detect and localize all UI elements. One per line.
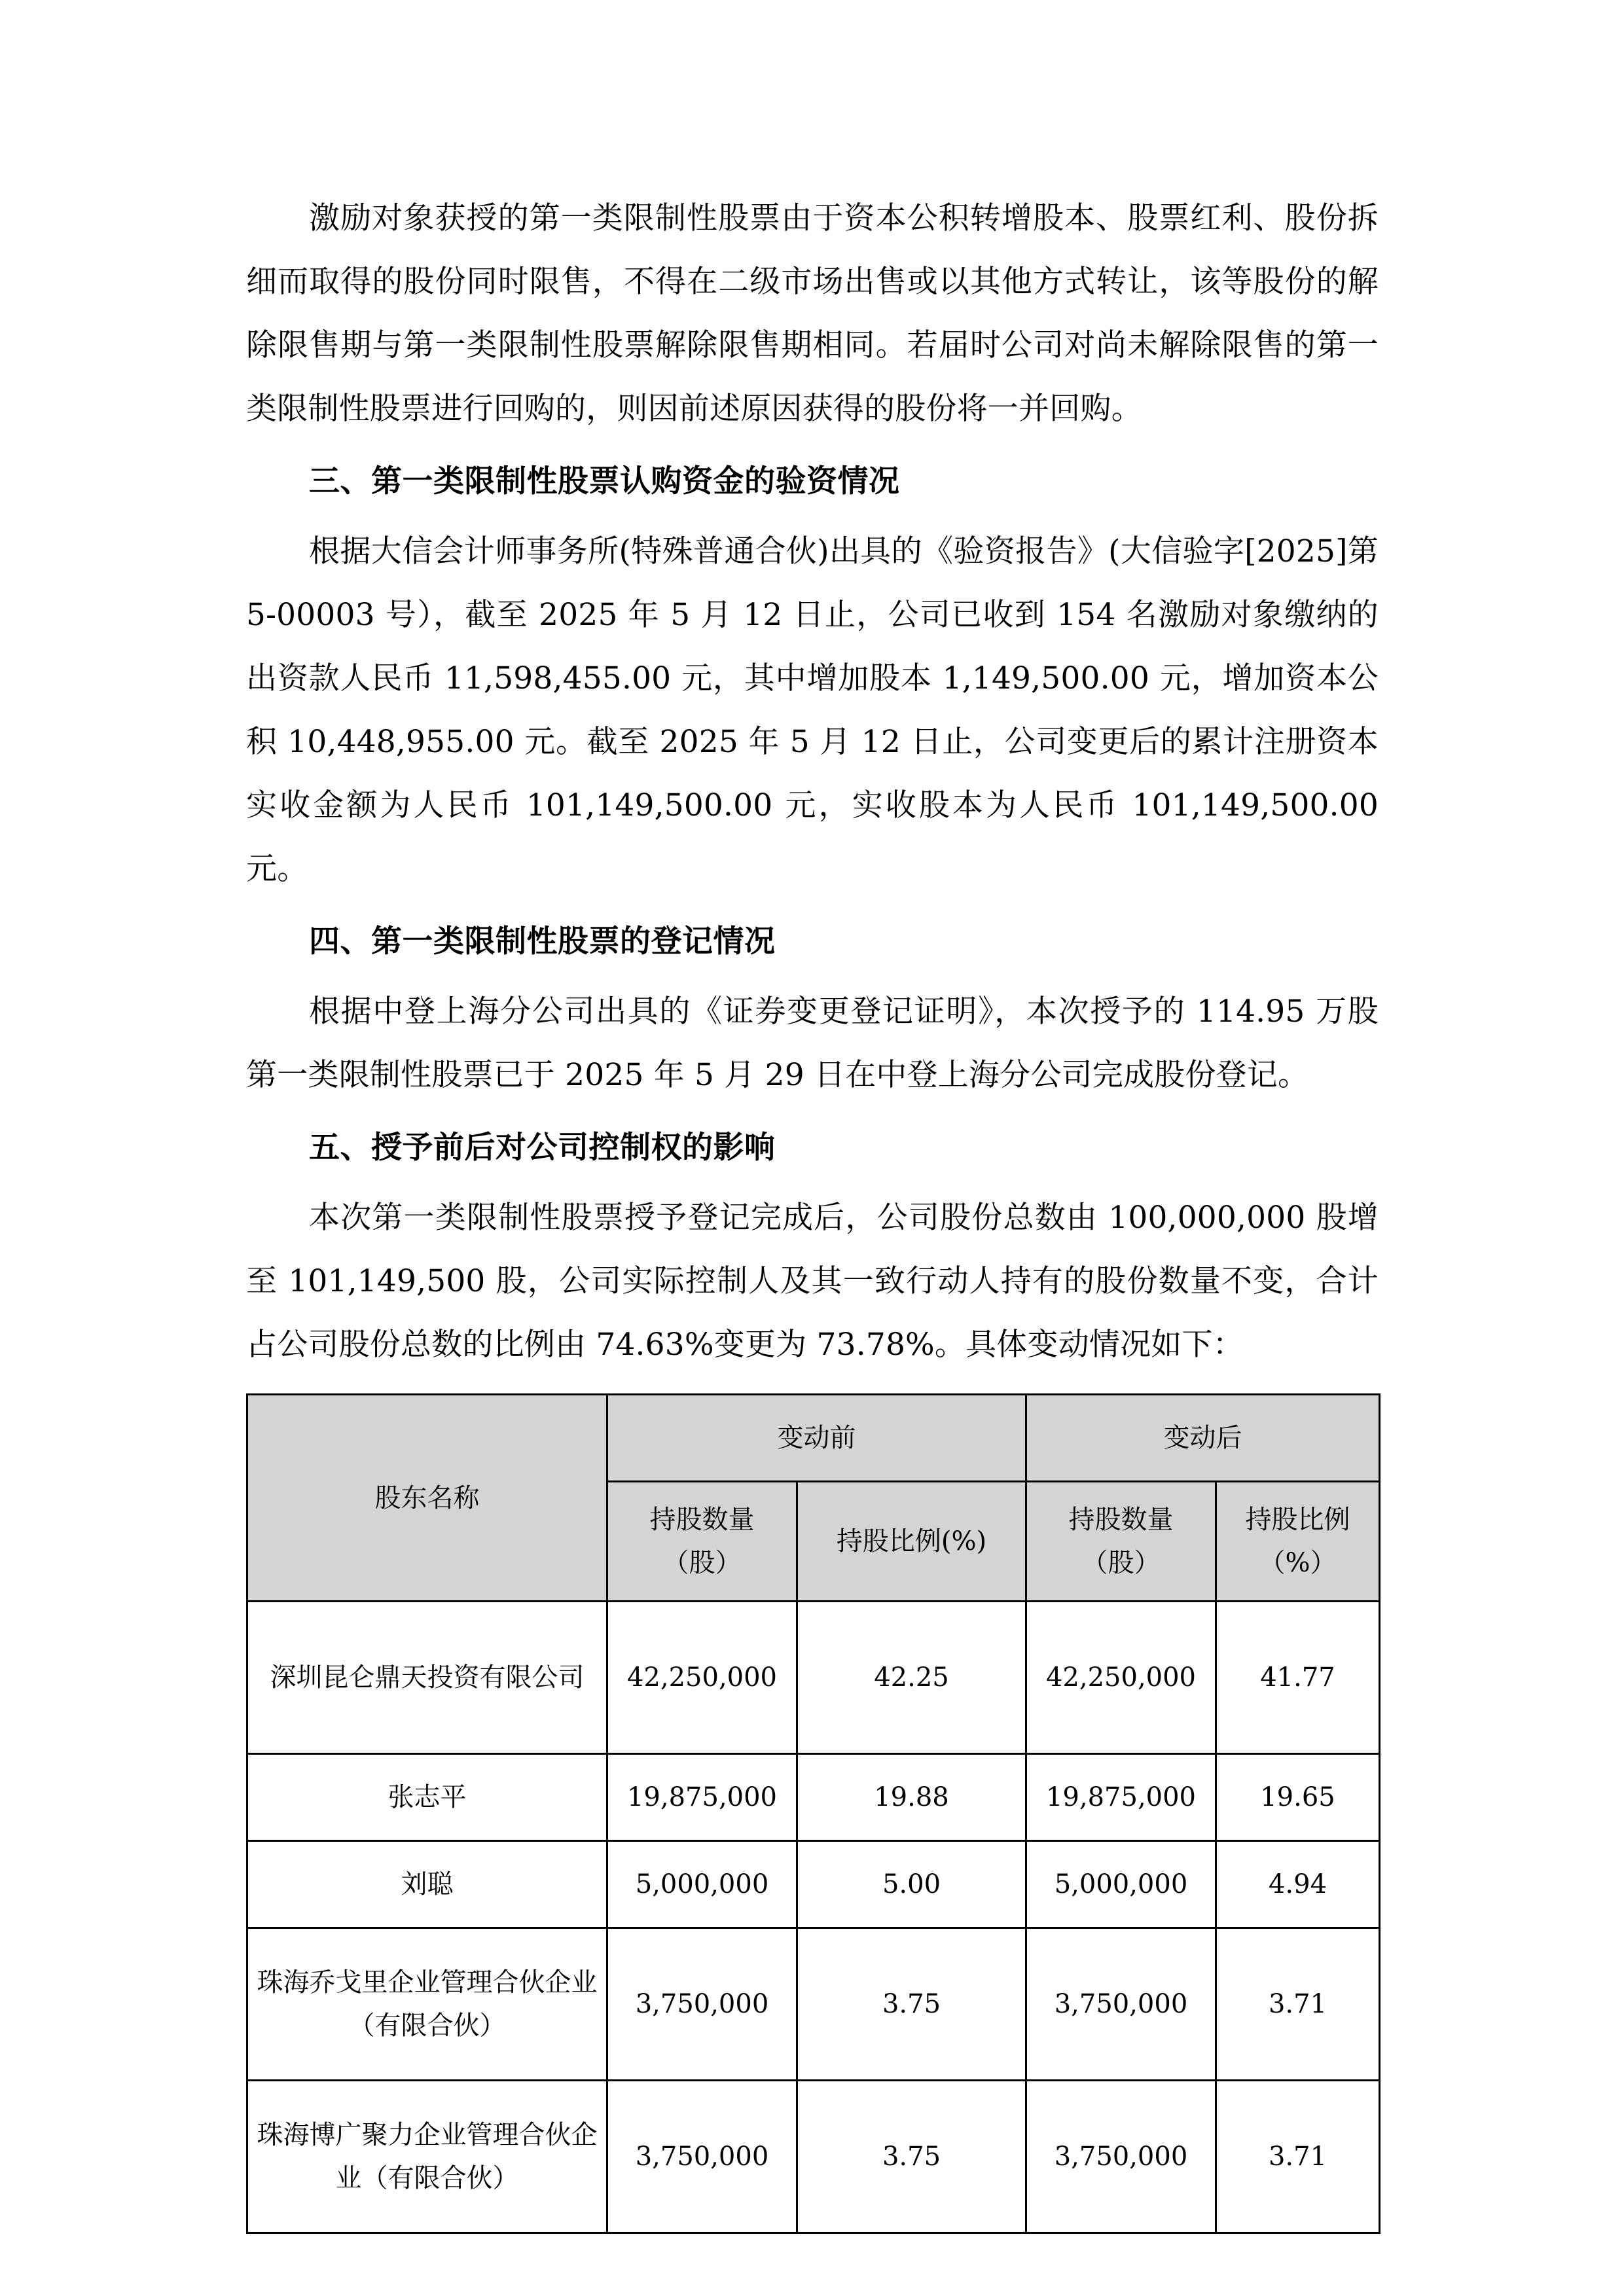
header-shares-before-line1: 持股数量 [649, 1505, 755, 1535]
cell-shares-after: 19,875,000 [1026, 1754, 1216, 1841]
paragraph-restricted-shares: 激励对象获授的第一类限制性股票由于资本公积转增股本、股票红利、股份拆细而取得的股份同时限售，不得在二级市场出售或以其他方式转让，该等股份的解除限售期与第一类限制性股票解除限售期相同。若届时公司对尚未解除限售的第一类限制性股票进行回购的，则因前述原因获得的股份将一并回购。 [246, 200, 1379, 427]
cell-shares-before: 3,750,000 [607, 2081, 797, 2233]
header-shares-after-line1: 持股数量 [1068, 1505, 1174, 1535]
header-shareholder-name: 股东名称 [247, 1395, 607, 1602]
cell-shares-after: 5,000,000 [1026, 1841, 1216, 1928]
header-shares-after-line2: （股） [1081, 1548, 1161, 1578]
cell-ratio-after: 4.94 [1216, 1841, 1380, 1928]
table-body [247, 1602, 1380, 2233]
paragraph-section-three: 根据大信会计师事务所(特殊普通合伙)出具的《验资报告》(大信验字[2025]第 5-00003 号），截至 2025 年 5 月 12 日止，公司已收到 154 名激励对象缴纳的出资款人民币 11,598,455.00 元，其中增加股本 1,149,500.00 元，增加资本公积 10,448,955.00 元。截至 2025 年 5 月 12 日止，公司变更后的累计注册资本实收金额为人民币 101,149,500.00 元，实收股本为人民币 101,149,500.00 元。 [246, 533, 1379, 887]
header-ratio-after [1216, 1482, 1380, 1602]
header-ratio-before: 持股比例(%) [797, 1482, 1026, 1602]
cell-shares-before: 19,875,000 [607, 1754, 797, 1841]
cell-shareholder-name: 深圳昆仑鼎天投资有限公司 [247, 1602, 607, 1754]
heading-section-four: 四、第一类限制性股票的登记情况 [309, 924, 776, 960]
table-header [247, 1395, 1380, 1602]
cell-ratio-before: 42.25 [797, 1602, 1026, 1754]
cell-ratio-after: 3.71 [1216, 2081, 1380, 2233]
header-ratio-after-line1: 持股比例 [1245, 1505, 1350, 1535]
paragraph-section-four: 根据中登上海分公司出具的《证券变更登记证明》，本次授予的 114.95 万股第一类限制性股票已于 2025 年 5 月 29 日在中登上海分公司完成股份登记。 [246, 994, 1379, 1093]
cell-ratio-before: 3.75 [797, 1928, 1026, 2081]
header-shares-before-line2: （股） [662, 1548, 742, 1578]
table-row [247, 1602, 1380, 1754]
cell-shareholder-name: 珠海博广聚力企业管理合伙企业（有限合伙） [247, 2081, 607, 2233]
cell-shareholder-name: 张志平 [247, 1754, 607, 1841]
cell-shares-before: 42,250,000 [607, 1602, 797, 1754]
header-group-after: 变动后 [1026, 1395, 1380, 1482]
header-group-before: 变动前 [607, 1395, 1026, 1482]
cell-shares-after: 3,750,000 [1026, 2081, 1216, 2233]
cell-ratio-before: 19.88 [797, 1754, 1026, 1841]
heading-section-three: 三、第一类限制性股票认购资金的验资情况 [309, 463, 900, 499]
shareholding-table-wrapper [246, 1393, 1379, 2234]
header-ratio-after-line2: （%） [1259, 1548, 1337, 1578]
cell-ratio-after: 19.65 [1216, 1754, 1380, 1841]
table-header-row-groups [247, 1395, 1380, 1482]
header-shares-after [1026, 1482, 1216, 1602]
cell-shares-after: 42,250,000 [1026, 1602, 1216, 1754]
cell-shares-after: 3,750,000 [1026, 1928, 1216, 2081]
header-shares-before [607, 1482, 797, 1602]
cell-ratio-after: 41.77 [1216, 1602, 1380, 1754]
table-row [247, 2081, 1380, 2233]
cell-shares-before: 5,000,000 [607, 1841, 797, 1928]
cell-shares-before: 3,750,000 [607, 1928, 797, 2081]
cell-ratio-before: 3.75 [797, 2081, 1026, 2233]
cell-shareholder-name: 刘聪 [247, 1841, 607, 1928]
heading-section-five: 五、授予前后对公司控制权的影响 [309, 1130, 776, 1166]
table-row [247, 1754, 1380, 1841]
shareholding-change-table [246, 1393, 1380, 2234]
paragraph-section-five: 本次第一类限制性股票授予登记完成后，公司股份总数由 100,000,000 股增至 101,149,500 股，公司实际控制人及其一致行动人持有的股份数量不变，合计占公司股份总数的比例由 74.63%变更为 73.78%。具体变动情况如下： [246, 1200, 1379, 1363]
document-body [246, 187, 1379, 2234]
table-row [247, 1928, 1380, 2081]
cell-shareholder-name: 珠海乔戈里企业管理合伙企业（有限合伙） [247, 1928, 607, 2081]
cell-ratio-after: 3.71 [1216, 1928, 1380, 2081]
cell-ratio-before: 5.00 [797, 1841, 1026, 1928]
table-row [247, 1841, 1380, 1928]
